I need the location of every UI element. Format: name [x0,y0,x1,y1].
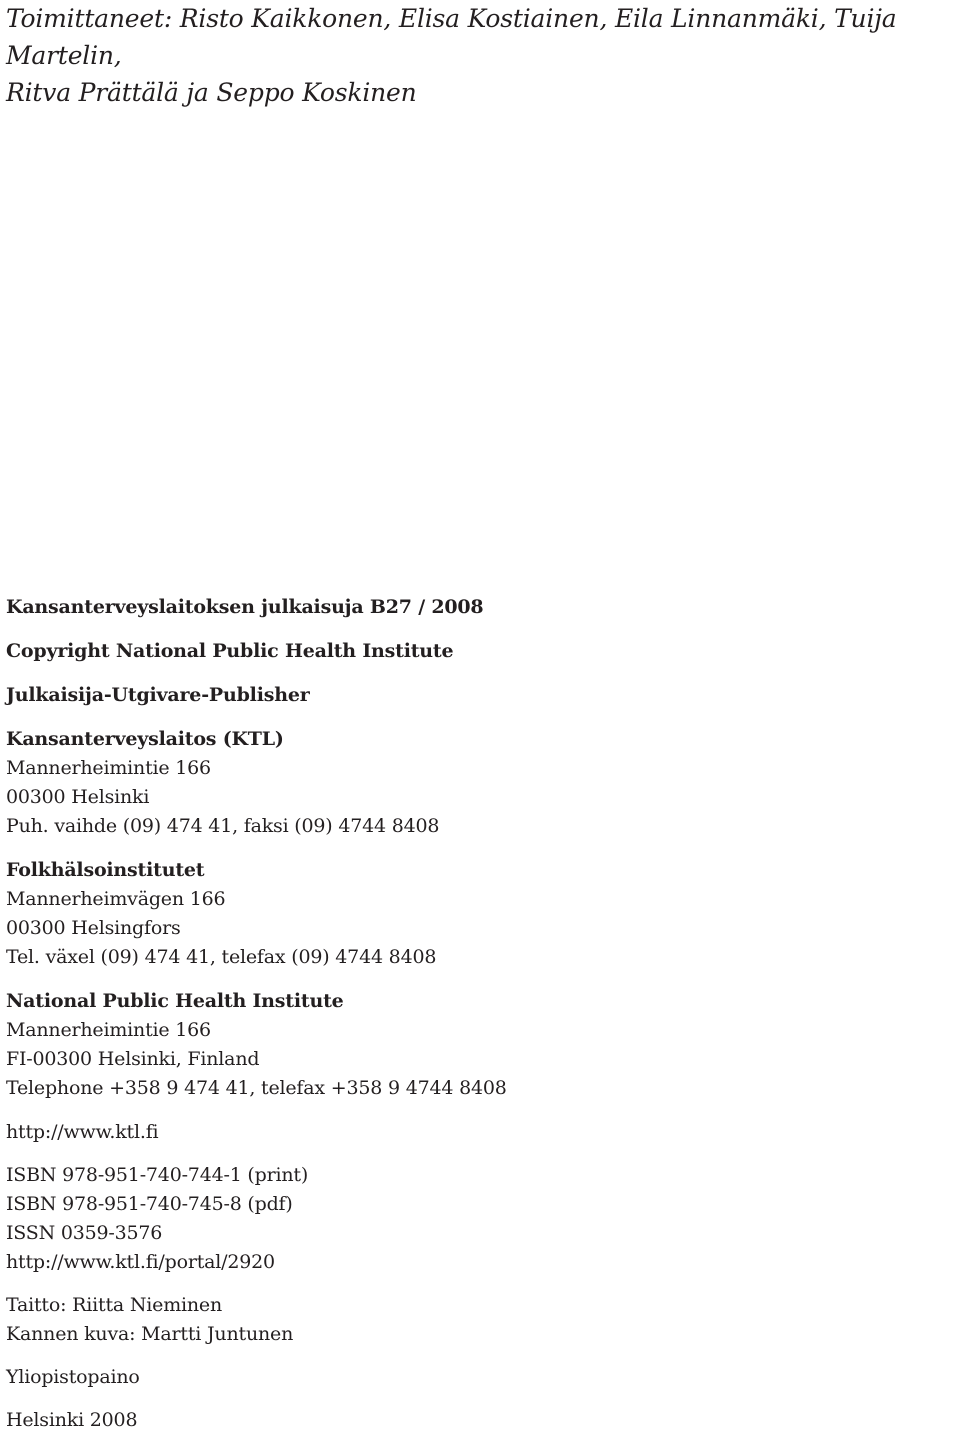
english-address [6,987,951,1103]
copyright-line: Copyright National Public Health Institute [6,640,454,662]
editors-line-2: Ritva Prättälä ja Seppo Koskinen [6,78,417,107]
editors-line-1: Toimittaneet: Risto Kaikkonen, Elisa Kostiainen, Eila Linnanmäki, Tuija Martelin, [6,4,897,70]
finnish-address-name: Kansanterveyslaitos (KTL) [6,728,284,750]
identifiers-block [6,1161,951,1277]
finnish-address-phone: Puh. vaihde (09) 474 41, faksi (09) 4744 8408 [6,815,440,837]
english-address-city: FI-00300 Helsinki, Finland [6,1048,260,1070]
isbn-print: ISBN 978-951-740-744-1 (print) [6,1164,309,1186]
swedish-address-name: Folkhälsoinstitutet [6,859,205,881]
publisher-heading: Julkaisija-Utgivare-Publisher [6,684,310,706]
swedish-address-phone: Tel. växel (09) 474 41, telefax (09) 4744 8408 [6,946,437,968]
english-address-name: National Public Health Institute [6,990,344,1012]
editors-block [6,0,951,111]
printer-name: Yliopistopaino [6,1366,140,1388]
isbn-pdf: ISBN 978-951-740-745-8 (pdf) [6,1193,293,1215]
imprint-block [6,593,951,1435]
website-link[interactable]: http://www.ktl.fi [6,1121,159,1143]
finnish-address [6,725,951,841]
swedish-address-street: Mannerheimvägen 166 [6,888,226,910]
swedish-address [6,856,951,972]
series-title: Kansanterveyslaitoksen julkaisuja B27 / 2008 [6,596,484,618]
place-year: Helsinki 2008 [6,1409,138,1431]
swedish-address-city: 00300 Helsingfors [6,917,181,939]
english-address-phone: Telephone +358 9 474 41, telefax +358 9 4744 8408 [6,1077,507,1099]
cover-credit: Kannen kuva: Martti Juntunen [6,1323,294,1345]
portal-link[interactable]: http://www.ktl.fi/portal/2920 [6,1251,275,1273]
layout-credit: Taitto: Riitta Nieminen [6,1294,223,1316]
finnish-address-street: Mannerheimintie 166 [6,757,211,779]
finnish-address-city: 00300 Helsinki [6,786,150,808]
english-address-street: Mannerheimintie 166 [6,1019,211,1041]
issn: ISSN 0359-3576 [6,1222,163,1244]
credits-block [6,1291,951,1349]
